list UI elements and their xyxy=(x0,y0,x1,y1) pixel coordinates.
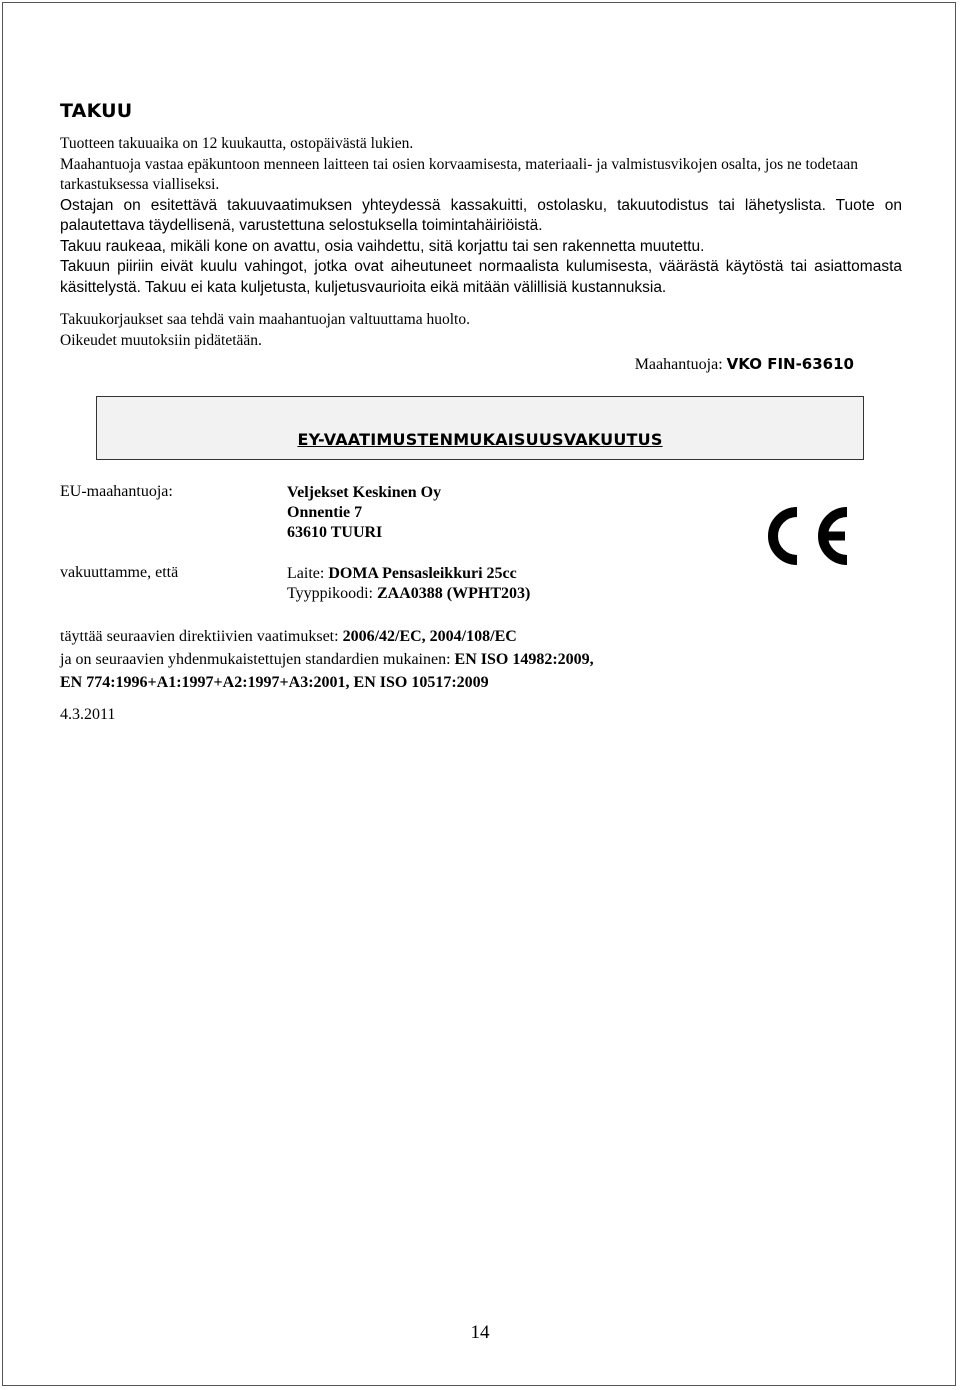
page-number: 14 xyxy=(470,1322,490,1343)
device-name: DOMA Pensasleikkuri 25cc xyxy=(328,565,517,582)
company-name: Veljekset Keskinen Oy xyxy=(287,484,442,501)
declaration-title: EY-VAATIMUSTENMUKAISUUSVAKUUTUS xyxy=(297,430,663,449)
directives-label: täyttää seuraavien direktiivien vaatimukset: xyxy=(60,628,339,645)
importer-line xyxy=(635,355,854,374)
warranty-exclusions: Takuun piiriin eivät kuulu vahingot, jotka ovat aiheutuneet normaalista kulumisesta, väärästä käytöstä tai asiattomasta käsittelystä. Takuu ei kata kuljetusta, kuljetusvaurioita eikä mitään välillisiä kustannuksia. xyxy=(60,258,902,296)
importer-label: Maahantuoja: xyxy=(634,356,723,373)
importer-code: VKO FIN-63610 xyxy=(726,355,854,373)
declaration-title-box xyxy=(96,396,864,460)
type-label: Tyyppikoodi: xyxy=(287,585,373,602)
company-city: 63610 TUURI xyxy=(287,524,383,541)
standards-value-2: EN 774:1996+A1:1997+A2:1997+A3:2001, EN ISO 10517:2009 xyxy=(60,674,489,691)
ce-mark-icon xyxy=(757,506,853,566)
standards-value-1: EN ISO 14982:2009, xyxy=(454,651,594,668)
warranty-repairs: Takuukorjaukset saa tehdä vain maahantuojan valtuuttama huolto. xyxy=(60,311,470,328)
directives-value: 2006/42/EC, 2004/108/EC xyxy=(342,628,517,645)
warranty-void: Takuu raukeaa, mikäli kone on avattu, osia vaihdettu, sitä korjattu tai sen rakennetta muutettu. xyxy=(60,237,705,255)
warranty-text xyxy=(60,134,902,351)
standards-label: ja on seuraavien yhdenmukaistettujen standardien mukainen: xyxy=(60,651,451,668)
device-label: Laite: xyxy=(287,565,325,582)
warranty-period: Tuotteen takuuaika on 12 kuukautta, ostopäivästä lukien. xyxy=(60,135,414,152)
type-code: ZAA0388 (WPHT203) xyxy=(377,585,531,602)
warranty-rights: Oikeudet muutoksiin pidätetään. xyxy=(60,331,262,349)
eu-importer-label: EU-maahantuoja: xyxy=(60,483,173,500)
declare-label: vakuuttamme, että xyxy=(60,564,179,581)
warranty-proof: Ostajan on esitettävä takuuvaatimuksen yhteydessä kassakuitti, ostolasku, takuutodistus tai lähetyslista. Tuote on palautettava täydellisenä, varustettuna selostuksella toimintahäiriöistä. xyxy=(60,196,902,234)
compliance-text xyxy=(60,625,594,694)
company-address xyxy=(287,483,441,543)
device-info xyxy=(287,564,530,604)
warranty-liability: Maahantuoja vastaa epäkuntoon menneen laitteen tai osien korvaamisesta, materiaali- ja valmistusvikojen osalta, jos ne todetaan tarkastuksessa vialliseksi. xyxy=(60,155,858,193)
company-street: Onnentie 7 xyxy=(287,504,363,521)
warranty-title: TAKUU xyxy=(60,100,133,122)
declaration-date: 4.3.2011 xyxy=(60,706,116,723)
